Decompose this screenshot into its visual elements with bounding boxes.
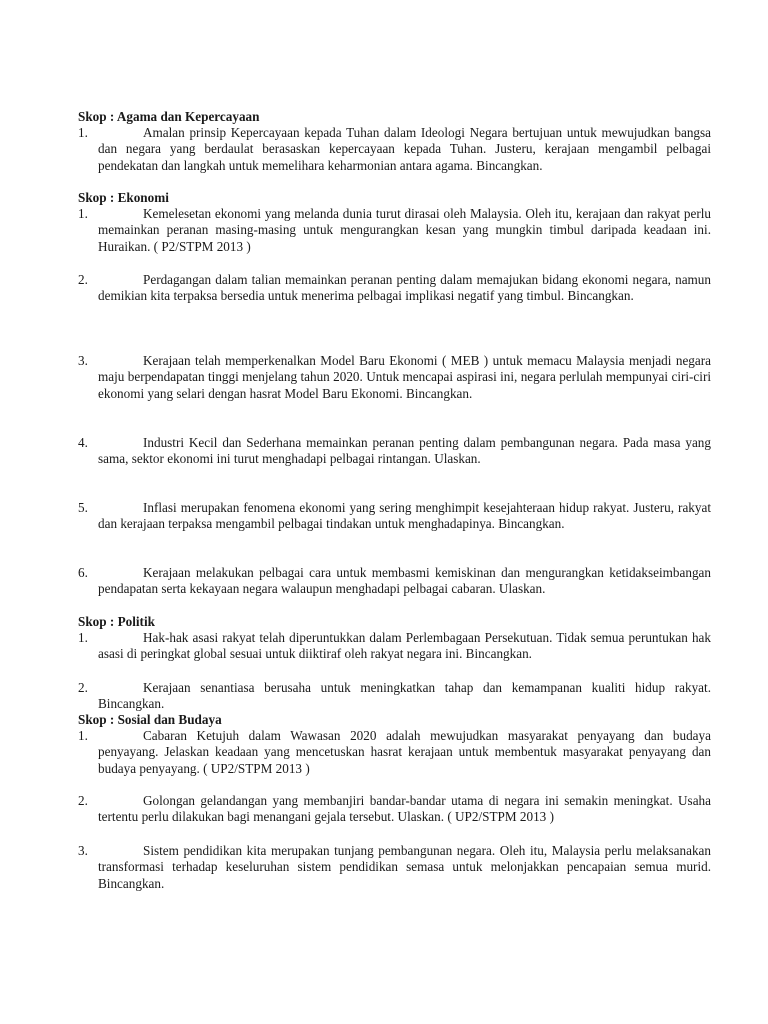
question-text: Inflasi merupakan fenomena ekonomi yang sering menghimpit kesejahteraan hidup rakyat. Justeru, rakyat dan kerajaan terpaksa mengambil pelbagai tindakan untuk menghadapinya. Bincangkan. — [98, 500, 711, 532]
question-item — [78, 630, 711, 663]
question-text: Golongan gelandangan yang membanjiri bandar-bandar utama di negara ini semakin meningkat. Usaha tertentu perlu dilakukan bagi menangani gejala tersebut. Ulaskan. ( UP2/STPM 2013 ) — [98, 793, 711, 825]
question-item — [78, 565, 711, 598]
question-item — [78, 843, 711, 892]
question-number: 3. — [78, 353, 88, 368]
section-heading-sosial-budaya: Skop : Sosial dan Budaya — [78, 712, 222, 727]
question-number: 1. — [78, 125, 88, 140]
question-item — [78, 125, 711, 174]
question-number: 6. — [78, 565, 88, 580]
section-heading-agama: Skop : Agama dan Kepercayaan — [78, 109, 260, 124]
question-number: 2. — [78, 272, 88, 287]
question-text: Perdagangan dalam talian memainkan peranan penting dalam memajukan bidang ekonomi negara, namun demikian kita terpaksa bersedia untuk menerima pelbagai implikasi negatif yang timbul. Bincangkan. — [98, 272, 711, 304]
question-item — [78, 728, 711, 777]
question-text: Amalan prinsip Kepercayaan kepada Tuhan dalam Ideologi Negara bertujuan untuk mewujudkan bangsa dan negara yang berdaulat berasaskan kepercayaan kepada Tuhan. Justeru, kerajaan mengambil pelbagai pendekatan dan langkah untuk memelihara keharmonian antara agama. Bincangkan. — [98, 125, 711, 173]
question-number: 3. — [78, 843, 88, 858]
question-number: 2. — [78, 680, 88, 695]
question-text: Hak-hak asasi rakyat telah diperuntukkan dalam Perlembagaan Persekutuan. Tidak semua peruntukan hak asasi di peringkat global sesuai untuk diiktiraf oleh rakyat negara ini. Bincangkan. — [98, 630, 711, 662]
question-number: 1. — [78, 206, 88, 221]
question-text: Industri Kecil dan Sederhana memainkan peranan penting dalam pembangunan negara. Pada masa yang sama, sektor ekonomi ini turut menghadapi pelbagai rintangan. Ulaskan. — [98, 435, 711, 467]
question-item — [78, 272, 711, 305]
question-number: 5. — [78, 500, 88, 515]
question-number: 1. — [78, 728, 88, 743]
question-item — [78, 206, 711, 255]
question-text: Cabaran Ketujuh dalam Wawasan 2020 adalah mewujudkan masyarakat penyayang dan budaya penyayang. Jelaskan keadaan yang mencetuskan hasrat kerajaan untuk membentuk masyarakat penyayang dan budaya penyayang. ( UP2/STPM 2013 ) — [98, 728, 711, 776]
question-text: Sistem pendidikan kita merupakan tunjang pembangunan negara. Oleh itu, Malaysia perlu melaksanakan transformasi terhadap keseluruhan sistem pendidikan semasa untuk melonjakkan pencapaian semua murid. Bincangkan. — [98, 843, 711, 891]
question-item — [78, 435, 711, 468]
section-heading-politik: Skop : Politik — [78, 614, 155, 629]
question-item — [78, 500, 711, 533]
question-text: Kemelesetan ekonomi yang melanda dunia turut dirasai oleh Malaysia. Oleh itu, kerajaan dan rakyat perlu memainkan peranan masing-masing untuk mengurangkan kesan yang mungkin timbul daripada keadaan ini. Huraikan. ( P2/STPM 2013 ) — [98, 206, 711, 254]
question-number: 4. — [78, 435, 88, 450]
question-text: Kerajaan telah memperkenalkan Model Baru Ekonomi ( MEB ) untuk memacu Malaysia menjadi negara maju berpendapatan tinggi menjelang tahun 2020. Untuk mencapai aspirasi ini, negara perlulah mempunyai ciri-ciri ekonomi yang selari dengan hasrat Model Baru Ekonomi. Bincangkan. — [98, 353, 711, 401]
question-text: Kerajaan melakukan pelbagai cara untuk membasmi kemiskinan dan mengurangkan ketidakseimbangan pendapatan serta kekayaan negara walaupun menghadapi pelbagai cabaran. Ulaskan. — [98, 565, 711, 597]
question-text: Kerajaan senantiasa berusaha untuk meningkatkan tahap dan kemampanan kualiti hidup rakyat. Bincangkan. — [98, 680, 711, 712]
question-number: 2. — [78, 793, 88, 808]
question-item — [78, 793, 711, 826]
section-heading-ekonomi: Skop : Ekonomi — [78, 190, 169, 205]
question-item — [78, 680, 711, 713]
question-item — [78, 353, 711, 402]
question-number: 1. — [78, 630, 88, 645]
